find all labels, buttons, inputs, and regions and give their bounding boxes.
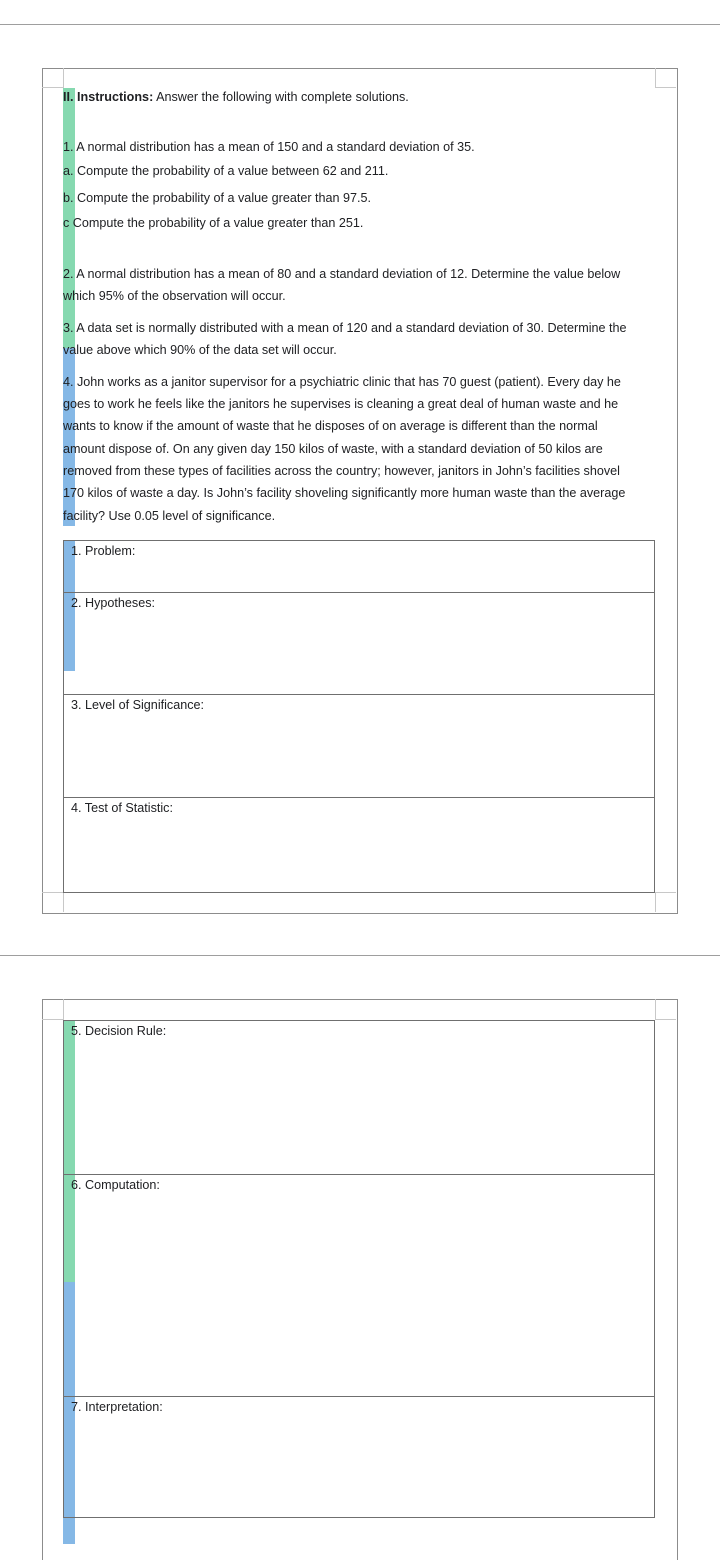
crop-mark <box>63 999 64 1020</box>
step-label-decision-rule: 5. Decision Rule: <box>71 1024 167 1038</box>
crop-mark <box>655 892 656 912</box>
answer-cell-decision-rule[interactable] <box>63 1020 655 1175</box>
answer-cell-hypotheses[interactable] <box>63 592 655 695</box>
question-4-line: wants to know if the amount of waste that he disposes of on average is different than the normal <box>63 419 598 433</box>
question-4-line: goes to work he feels like the janitors he supervises is cleaning a great deal of human waste and he <box>63 397 619 411</box>
question-4-line: amount dispose of. On any given day 150 kilos of waste, with a standard deviation of 50 kilos are <box>63 442 603 456</box>
answer-cell-problem[interactable] <box>63 540 655 593</box>
answer-cell-level-of-significance[interactable] <box>63 694 655 798</box>
question-1c: c Compute the probability of a value greater than 251. <box>63 216 364 230</box>
step-label-level-of-significance: 3. Level of Significance: <box>71 698 205 712</box>
question-1: 1. A normal distribution has a mean of 150 and a standard deviation of 35. <box>63 140 475 154</box>
crop-mark <box>42 1019 64 1020</box>
page-separator-top <box>0 24 720 25</box>
step-label-hypotheses: 2. Hypotheses: <box>71 596 156 610</box>
step-label-computation: 6. Computation: <box>71 1178 160 1192</box>
crop-mark <box>42 892 64 893</box>
crop-mark <box>63 892 64 912</box>
question-2-line-1: 2. A normal distribution has a mean of 80 and a standard deviation of 12. Determine the value below <box>63 267 621 281</box>
crop-mark <box>655 87 676 88</box>
instructions-heading: II. Instructions: Answer the following with complete solutions. <box>63 90 409 104</box>
answer-cell-test-statistic[interactable] <box>63 797 655 893</box>
question-4-line: 4. John works as a janitor supervisor for a psychiatric clinic that has 70 guest (patient). Every day he <box>63 375 621 389</box>
question-4-line: 170 kilos of waste a day. Is John’s facility shoveling significantly more human waste than the average <box>63 486 626 500</box>
question-1b: b. Compute the probability of a value greater than 97.5. <box>63 191 372 205</box>
step-label-problem: 1. Problem: <box>71 544 136 558</box>
step-label-test-statistic: 4. Test of Statistic: <box>71 801 173 815</box>
question-4-line: removed from these types of facilities across the country; however, janitors in John’s facilities shovel <box>63 464 620 478</box>
answer-cell-computation[interactable] <box>63 1174 655 1397</box>
crop-mark <box>655 68 656 88</box>
question-2-line-2: which 95% of the observation will occur. <box>63 289 286 303</box>
crop-mark <box>63 68 64 88</box>
answer-cell-interpretation[interactable] <box>63 1396 655 1518</box>
page-separator-middle <box>0 955 720 956</box>
question-4-line: facility? Use 0.05 level of significance. <box>63 509 276 523</box>
crop-mark <box>655 999 656 1020</box>
question-1a: a. Compute the probability of a value between 62 and 211. <box>63 164 389 178</box>
crop-mark <box>655 1019 676 1020</box>
question-3-line-2: value above which 90% of the data set will occur. <box>63 343 337 357</box>
question-3-line-1: 3. A data set is normally distributed with a mean of 120 and a standard deviation of 30. Determine the <box>63 321 627 335</box>
crop-mark <box>42 87 64 88</box>
crop-mark <box>655 892 676 893</box>
step-label-interpretation: 7. Interpretation: <box>71 1400 163 1414</box>
